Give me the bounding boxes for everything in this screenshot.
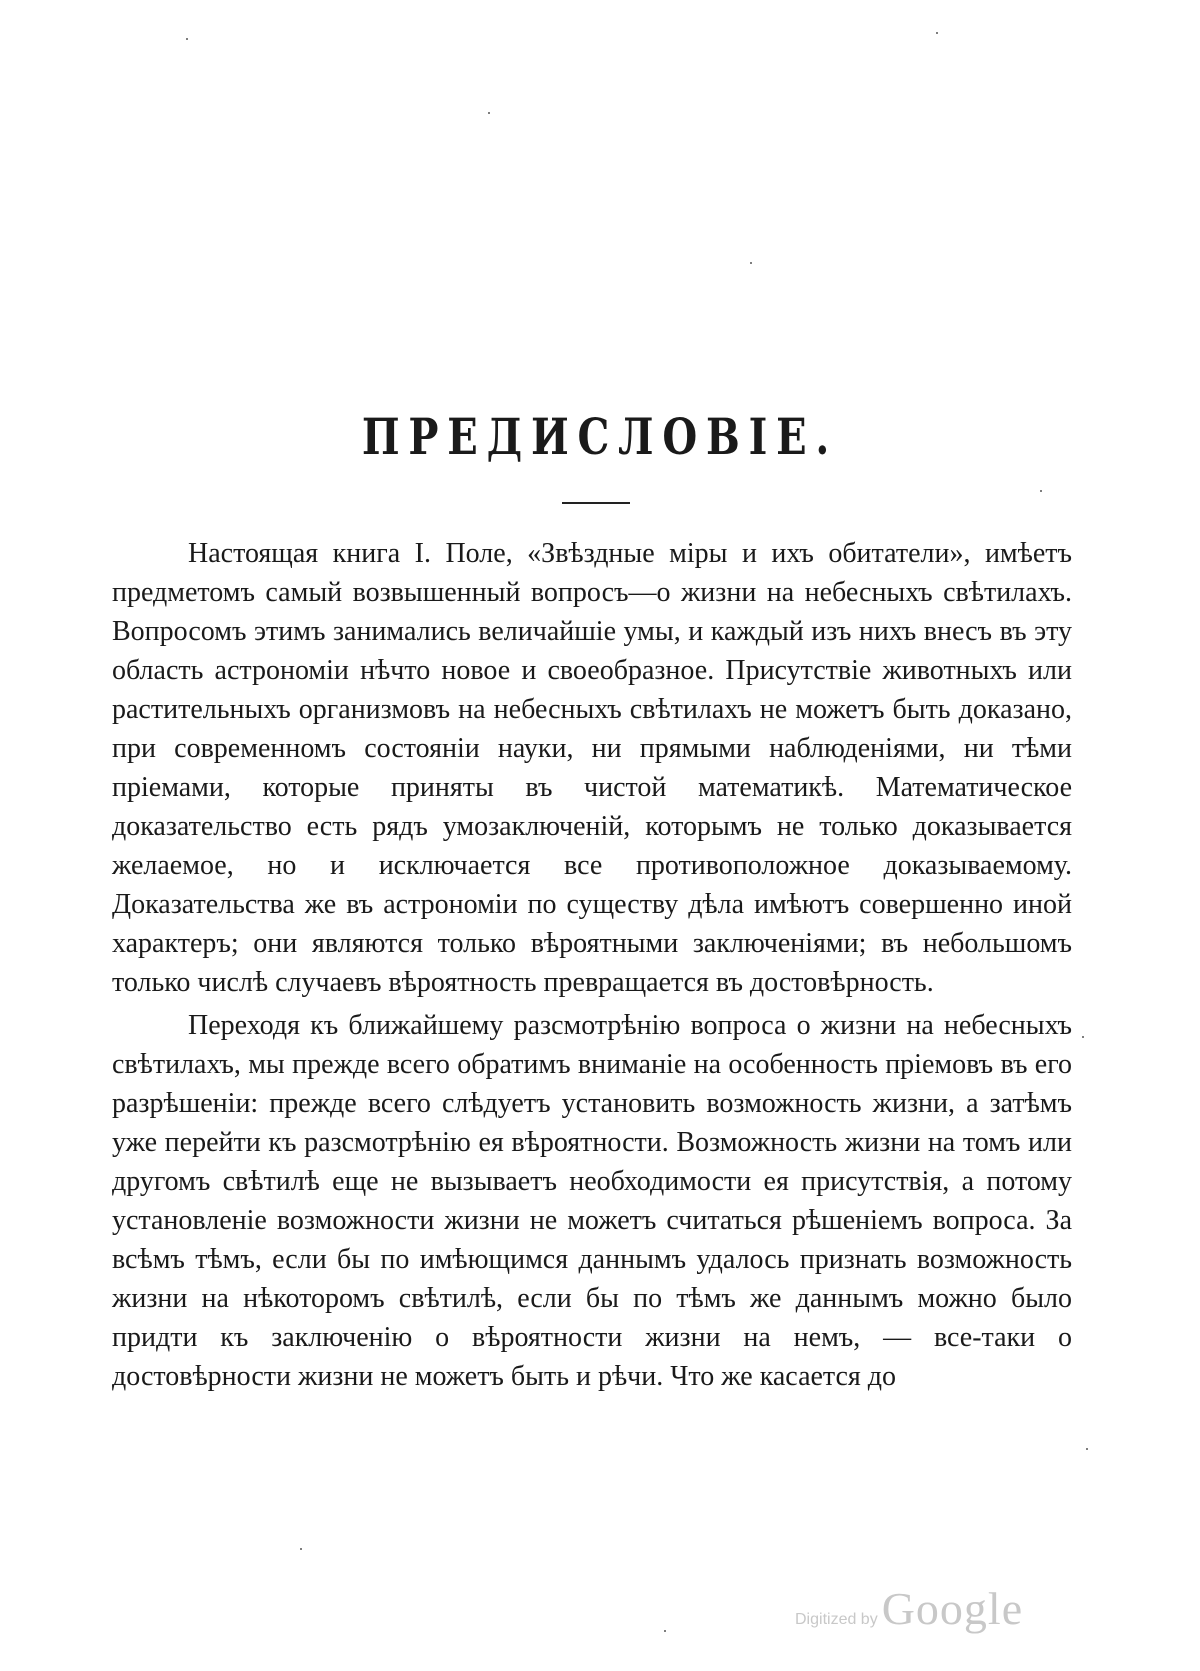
google-logo: Google (881, 1583, 1024, 1634)
scan-speck (936, 32, 938, 34)
scan-speck (1040, 490, 1042, 492)
scan-speck (750, 262, 752, 264)
paragraph: Переходя къ ближайшему разсмотрѣнію вопроса о жизни на небесныхъ свѣтилахъ, мы прежде всего обратимъ вниманіе на особенность пріемовъ въ его разрѣшеніи: прежде всего слѣдуетъ установить возможность жизни, а затѣмъ уже перейти къ разсмотрѣнію ея вѣроятности. Возможность жизни на томъ или другомъ свѣтилѣ еще не вызываетъ необходимости ея присутствія, а потому установленіе возможности жизни не можетъ считаться рѣшеніемъ вопроса. За всѣмъ тѣмъ, если бы по имѣющимся даннымъ удалось признать возможность жизни на нѣкоторомъ свѣтилѣ, если бы по тѣмъ же даннымъ можно было придти къ заключенію о вѣроятности жизни на немъ, — все-таки о достовѣрности жизни не можетъ быть и рѣчи. Что же касается до (112, 1010, 1072, 1392)
scan-speck (664, 1630, 666, 1632)
scan-speck (488, 112, 490, 114)
digitized-watermark (795, 1582, 1195, 1642)
watermark-prefix: Digitized by (795, 1611, 878, 1628)
page-title: ПРЕДИСЛОВІЕ. (361, 407, 839, 466)
scan-speck (1082, 1036, 1084, 1038)
title-rule (562, 502, 630, 504)
scan-speck (186, 38, 188, 40)
scan-speck (300, 1548, 302, 1550)
body-text (112, 534, 1072, 1400)
paragraph: Настоящая книга I. Поле, «Звѣздные міры и ихъ обитатели», имѣетъ предметомъ самый возвышенный вопросъ—о жизни на небесныхъ свѣтилахъ. Вопросомъ этимъ занимались величайшіе умы, и каждый изъ нихъ внесъ въ эту область астрономіи нѣчто новое и своеобразное. Присутствіе животныхъ или растительныхъ организмовъ на небесныхъ свѣтилахъ не можетъ быть доказано, при современномъ состояніи науки, ни прямыми наблюденіями, ни тѣми пріемами, которые приняты въ чистой математикѣ. Математическое доказательство есть рядъ умозаключеній, которымъ не только доказывается желаемое, но и исключается все противоположное доказываемому. Доказательства же въ астрономіи по существу дѣла имѣютъ совершенно иной характеръ; они являются только вѣроятными заключеніями; въ небольшомъ только числѣ случаевъ вѣроятность превращается въ достовѣрность. (112, 538, 1072, 998)
scan-speck (1086, 1448, 1088, 1450)
